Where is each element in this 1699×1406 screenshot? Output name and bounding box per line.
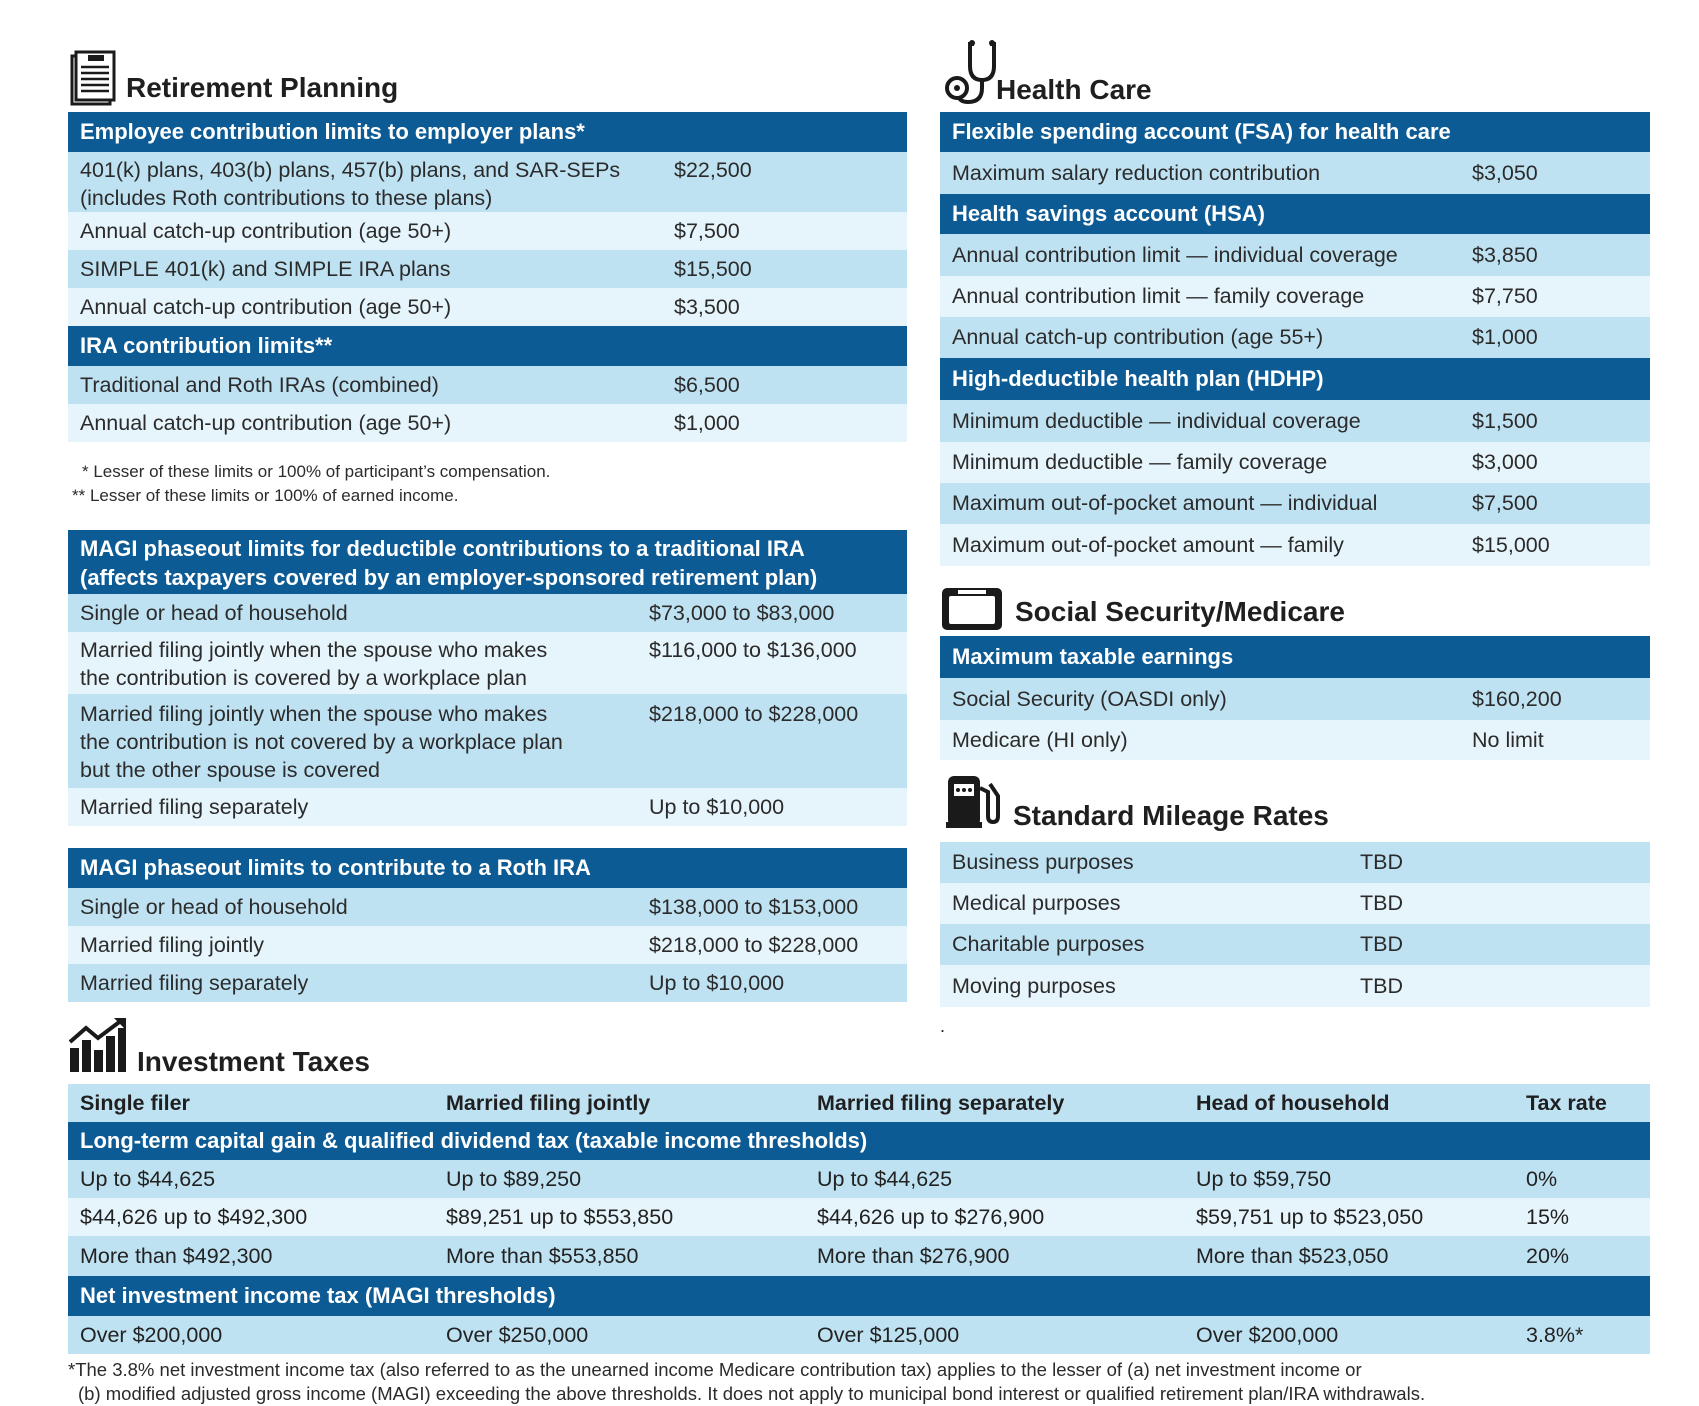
table-row [68,1316,1650,1354]
table-row [940,924,1650,965]
column-header: Head of household [1196,1090,1390,1115]
table-row [68,152,907,212]
row-value: TBD [1360,891,1403,915]
magi-traditional-table [68,530,907,826]
health-title: Health Care [996,74,1152,105]
cell: Up to $44,625 [817,1166,953,1191]
investment-title: Investment Taxes [137,1046,370,1077]
column-header: Married filing separately [817,1090,1065,1115]
cell: $44,626 up to $276,900 [817,1204,1045,1229]
table-row [940,152,1650,194]
column-header: Tax rate [1526,1090,1607,1115]
table-row [940,720,1650,760]
table-row [68,1160,1650,1198]
cell: $89,251 up to $553,850 [446,1204,674,1229]
row-label: but the other spouse is covered [80,758,380,782]
magi-roth-header: MAGI phaseout limits to contribute to a Roth IRA [68,848,907,888]
investment-table [68,1084,1650,1354]
cell: More than $276,900 [817,1243,1010,1268]
table-row [940,317,1650,358]
row-value: $1,500 [1472,408,1538,433]
table-row [68,888,907,926]
niit-header: Net investment income tax (MAGI thresholds) [68,1276,1650,1316]
row-label: SIMPLE 401(k) and SIMPLE IRA plans [80,256,451,281]
row-label: 401(k) plans, 403(b) plans, 457(b) plans, and SAR-SEPs [80,158,621,182]
cell: More than $523,050 [1196,1243,1389,1268]
cell: Up to $59,750 [1196,1166,1332,1191]
row-value: $3,500 [674,294,740,319]
row-value: $7,500 [674,218,740,243]
footnote: * Lesser of these limits or 100% of participant’s compensation. [82,462,551,481]
cell: Over $200,000 [80,1322,223,1347]
row-label: Minimum deductible — individual coverage [952,408,1361,433]
table-row [68,926,907,964]
cell: Over $200,000 [1196,1322,1339,1347]
table-row [940,234,1650,276]
cell: 0% [1526,1166,1558,1191]
cell: $44,626 up to $492,300 [80,1204,308,1229]
table-row [68,212,907,250]
table-row [940,483,1650,524]
row-value: $218,000 to $228,000 [649,702,859,726]
table-row [940,678,1650,720]
mileage-table [940,842,1650,1007]
table-row [68,404,907,442]
row-label: Annual catch-up contribution (age 55+) [952,325,1324,349]
table-row [68,694,907,788]
employee-limits-header: Employee contribution limits to employer plans* [68,112,907,152]
fsa-header: Flexible spending account (FSA) for health care [940,112,1650,152]
cell: Up to $44,625 [80,1166,216,1191]
row-value: $15,000 [1472,532,1550,557]
social-security-card-icon [940,586,1004,632]
row-label: Annual contribution limit — family coverage [952,284,1365,308]
magi-traditional-header [68,530,907,594]
retirement-title: Retirement Planning [126,72,399,103]
row-label: Annual contribution limit — individual coverage [952,242,1398,267]
table-row [68,788,907,826]
table-row [68,1236,1650,1276]
cell: Over $125,000 [817,1322,960,1347]
row-value: $15,500 [674,256,752,281]
fuel-pump-icon [944,770,1002,830]
table-row [940,276,1650,317]
hsa-header: Health savings account (HSA) [940,194,1650,234]
row-label: Minimum deductible — family coverage [952,450,1328,474]
cell: 3.8%* [1526,1322,1584,1347]
row-label: Social Security (OASDI only) [952,686,1227,711]
cell: 15% [1526,1204,1570,1229]
table-row [940,442,1650,483]
column-header-row [68,1084,1650,1122]
row-value: Up to $10,000 [649,794,785,819]
table-row [68,1198,1650,1236]
table-row [940,883,1650,924]
row-label: Moving purposes [952,973,1116,998]
row-label: Maximum out-of-pocket amount — individual [952,491,1378,515]
row-label: Annual catch-up contribution (age 50+) [80,410,452,435]
table-row [68,632,907,694]
column-header: Single filer [80,1090,190,1115]
row-label: the contribution is covered by a workplace plan [80,666,527,690]
tax-form-icon [70,50,116,106]
row-value: $3,850 [1472,242,1538,267]
row-label: Married filing jointly when the spouse who makes [80,638,548,662]
retirement-table [68,112,907,442]
cell: Up to $89,250 [446,1166,582,1191]
row-label: Married filing separately [80,794,309,819]
row-label: Charitable purposes [952,932,1145,956]
header-line: (affects taxpayers covered by an employer-sponsored retirement plan) [80,565,818,590]
row-value: $73,000 to $83,000 [649,600,835,625]
header-line: MAGI phaseout limits for deductible contributions to a traditional IRA [80,536,805,561]
cell: 20% [1526,1243,1570,1268]
health-table [940,112,1650,566]
row-value: $160,200 [1472,686,1562,711]
footnote: ** Lesser of these limits or 100% of earned income. [72,486,459,505]
table-row [940,842,1650,883]
row-label: Single or head of household [80,600,348,625]
social-table [940,636,1650,760]
investment-footnote: *The 3.8% net investment income tax (also referred to as the unearned income Medicare contribution tax) applies to the lesser of (a) net investment income or [68,1359,1362,1380]
row-value: TBD [1360,850,1403,874]
row-label: Single or head of household [80,894,348,919]
row-value: TBD [1360,973,1403,998]
max-taxable-header: Maximum taxable earnings [940,636,1650,678]
row-label: Married filing jointly [80,932,265,957]
row-label: Annual catch-up contribution (age 50+) [80,218,452,243]
row-label: Married filing jointly when the spouse who makes [80,702,548,726]
stray-dot: . [940,1016,946,1036]
row-label: the contribution is not covered by a workplace plan [80,730,563,754]
row-label: Maximum out-of-pocket amount — family [952,532,1344,557]
table-row [940,400,1650,442]
row-label: Business purposes [952,850,1134,874]
row-value: $1,000 [1472,325,1538,349]
row-value: $3,050 [1472,160,1538,185]
row-value: $218,000 to $228,000 [649,932,859,957]
mileage-title: Standard Mileage Rates [1013,800,1329,831]
row-value: $7,750 [1472,284,1538,308]
bar-chart-icon [68,1018,128,1074]
row-value: $7,500 [1472,491,1538,515]
table-row [68,964,907,1002]
row-label: Married filing separately [80,970,309,995]
cell: More than $553,850 [446,1243,639,1268]
row-label: Maximum salary reduction contribution [952,160,1321,185]
table-row [68,594,907,632]
row-label: Medical purposes [952,891,1121,915]
row-value: $3,000 [1472,450,1538,474]
ltcg-header: Long-term capital gain & qualified dividend tax (taxable income thresholds) [68,1122,1650,1160]
table-row [940,524,1650,566]
ira-limits-header: IRA contribution limits** [68,326,907,366]
social-title: Social Security/Medicare [1015,596,1345,627]
cell: More than $492,300 [80,1243,273,1268]
table-row [68,250,907,288]
row-value: TBD [1360,932,1403,956]
row-value: No limit [1472,727,1544,752]
row-value: $138,000 to $153,000 [649,894,859,919]
table-row [940,965,1650,1007]
row-value: $1,000 [674,410,740,435]
magi-roth-table [68,848,907,1002]
table-row [68,288,907,326]
row-value: $6,500 [674,372,740,397]
row-label: Annual catch-up contribution (age 50+) [80,294,452,319]
row-label: (includes Roth contributions to these plans) [80,186,493,210]
hdhp-header: High-deductible health plan (HDHP) [940,358,1650,400]
row-label: Medicare (HI only) [952,727,1128,752]
row-value: $116,000 to $136,000 [649,638,857,662]
table-row [68,366,907,404]
row-value: $22,500 [674,158,752,182]
row-value: Up to $10,000 [649,970,785,995]
cell: Over $250,000 [446,1322,589,1347]
investment-footnote: (b) modified adjusted gross income (MAGI) exceeding the above thresholds. It does not apply to municipal bond interest or qualified retirement plan/IRA withdrawals. [78,1383,1426,1404]
column-header: Married filing jointly [446,1090,651,1115]
row-label: Traditional and Roth IRAs (combined) [80,372,439,397]
cell: $59,751 up to $523,050 [1196,1204,1424,1229]
